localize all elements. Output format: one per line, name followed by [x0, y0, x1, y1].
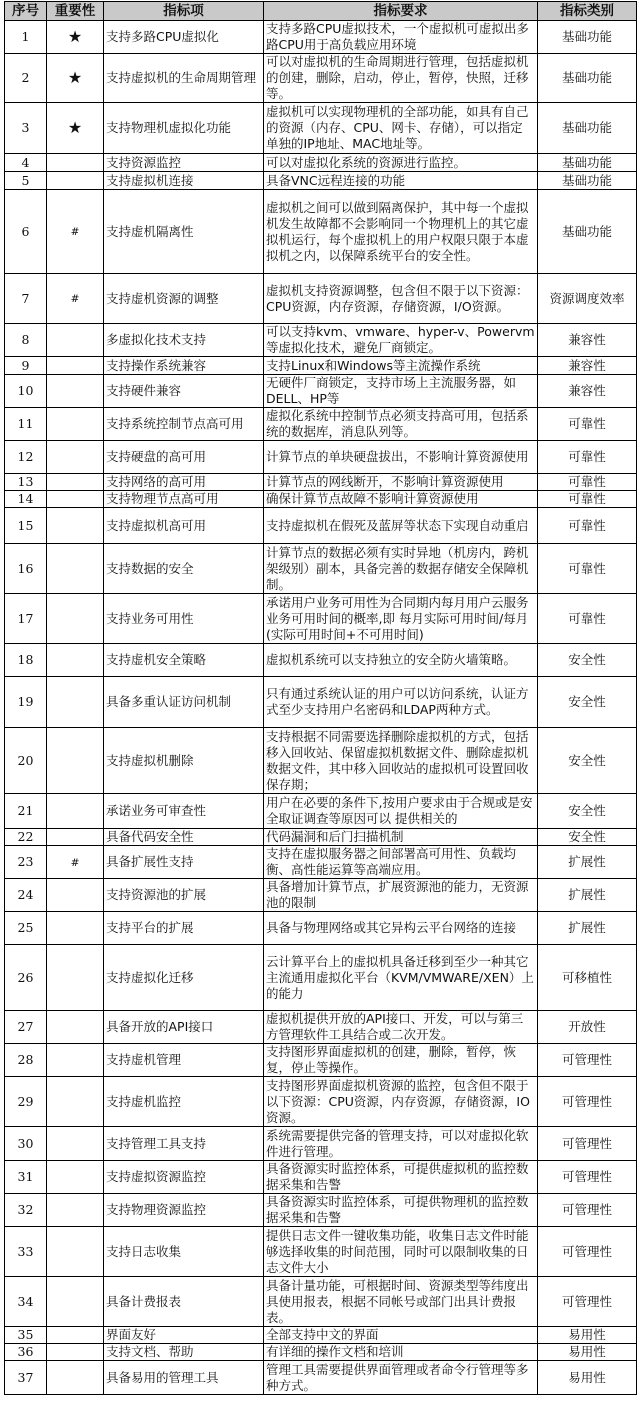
- indicator-item: 支持物理机虚拟化功能: [104, 103, 264, 154]
- table-row: [5, 21, 637, 54]
- header-requirement: 指标要求: [264, 2, 538, 21]
- row-number: 34: [5, 1277, 47, 1327]
- indicator-item: 支持虚拟机删除: [104, 728, 264, 794]
- indicator-item: 具备多重认证访问机制: [104, 677, 264, 728]
- indicator-item: 支持平台的扩展: [104, 912, 264, 945]
- table-row: [5, 154, 637, 172]
- indicator-item: 支持虚机安全策略: [104, 644, 264, 677]
- table-row: [5, 190, 637, 274]
- importance-cell: [47, 1344, 104, 1361]
- indicator-item: 支持虚拟化迁移: [104, 945, 264, 1011]
- indicator-requirement: 支持在虚拟服务器之间部署高可用性、负载均衡、高性能运算等高端应用。: [264, 846, 538, 879]
- indicator-category: 扩展性: [538, 912, 637, 945]
- indicator-item: 支持虚拟机连接: [104, 172, 264, 190]
- requirements-table: [4, 1, 637, 1395]
- indicator-item: 支持虚机监控: [104, 1077, 264, 1127]
- table-row: [5, 829, 637, 846]
- header-item: 指标项: [104, 2, 264, 21]
- star-icon: ★: [67, 26, 83, 46]
- indicator-requirement: 虚拟机系统可以支持独立的安全防火墙策略。: [264, 644, 538, 677]
- indicator-item: 支持管理工具支持: [104, 1127, 264, 1161]
- table-row: [5, 1161, 637, 1194]
- table-row: [5, 1327, 637, 1344]
- indicator-item: 具备代码安全性: [104, 829, 264, 846]
- table-row: [5, 1344, 637, 1361]
- importance-cell: [47, 508, 104, 544]
- indicator-category: 兼容性: [538, 375, 637, 408]
- row-number: 16: [5, 544, 47, 594]
- table-row: [5, 1361, 637, 1395]
- indicator-requirement: 支持图形界面虚拟机资源的监控，包含但不限于以下资源：CPU资源，内存资源，存储资源，IO资源。: [264, 1077, 538, 1127]
- indicator-category: 可靠性: [538, 441, 637, 474]
- indicator-requirement: 具备增加计算节点，扩展资源池的能力，无资源池的限制: [264, 879, 538, 912]
- importance-cell: [47, 1077, 104, 1127]
- row-number: 37: [5, 1361, 47, 1395]
- row-number: 12: [5, 441, 47, 474]
- table-row: [5, 677, 637, 728]
- importance-cell: [47, 945, 104, 1011]
- indicator-requirement: 只有通过系统认证的用户可以访问系统，认证方式至少支持用户名密码和LDAP两种方式。: [264, 677, 538, 728]
- indicator-category: 可移植性: [538, 945, 637, 1011]
- indicator-category: 可管理性: [538, 1227, 637, 1277]
- indicator-item: 支持硬盘的高可用: [104, 441, 264, 474]
- indicator-item: 支持虚机资源的调整: [104, 274, 264, 324]
- row-number: 15: [5, 508, 47, 544]
- row-number: 17: [5, 594, 47, 644]
- star-icon: ★: [67, 117, 83, 137]
- indicator-item: 支持日志收集: [104, 1227, 264, 1277]
- importance-cell: [47, 491, 104, 508]
- indicator-requirement: 支持多路CPU虚拟技术，一个虚拟机可虚拟出多路CPU用于高负载应用环境: [264, 21, 538, 54]
- indicator-category: 可靠性: [538, 508, 637, 544]
- table-row: [5, 1227, 637, 1277]
- importance-cell: [47, 544, 104, 594]
- table-row: [5, 324, 637, 357]
- row-number: 18: [5, 644, 47, 677]
- hash-icon: #: [70, 293, 80, 305]
- table-row: [5, 644, 637, 677]
- table-row: [5, 508, 637, 544]
- indicator-category: 安全性: [538, 794, 637, 829]
- indicator-requirement: 无硬件厂商锁定，支持市场上主流服务器，如DELL、HP等: [264, 375, 538, 408]
- table-row: [5, 54, 637, 103]
- indicator-category: 可管理性: [538, 1194, 637, 1227]
- indicator-requirement: 管理工具需要提供界面管理或者命令行管理等多种方式。: [264, 1361, 538, 1395]
- indicator-item: 支持网络的高可用: [104, 474, 264, 491]
- importance-cell: [47, 1227, 104, 1277]
- indicator-requirement: 支持虚拟机在假死及蓝屏等状态下实现自动重启: [264, 508, 538, 544]
- table-row: [5, 1277, 637, 1327]
- importance-cell: [47, 274, 104, 324]
- indicator-item: 支持数据的安全: [104, 544, 264, 594]
- indicator-category: 可管理性: [538, 1044, 637, 1077]
- row-number: 22: [5, 829, 47, 846]
- indicator-category: 可管理性: [538, 1127, 637, 1161]
- row-number: 9: [5, 357, 47, 375]
- indicator-requirement: 虚拟机可以实现物理机的全部功能，如具有自己的资源（内存、CPU、网卡、存储），可以指定单独的IP地址、MAC地址等。: [264, 103, 538, 154]
- importance-cell: [47, 1327, 104, 1344]
- table-row: [5, 375, 637, 408]
- importance-cell: [47, 846, 104, 879]
- indicator-requirement: 支持Linux和Windows等主流操作系统: [264, 357, 538, 375]
- indicator-category: 基础功能: [538, 21, 637, 54]
- indicator-category: 兼容性: [538, 324, 637, 357]
- star-icon: ★: [67, 67, 83, 87]
- indicator-requirement: 具备资源实时监控体系，可提供虚拟机的监控数据采集和告警: [264, 1161, 538, 1194]
- importance-cell: [47, 644, 104, 677]
- indicator-item: 具备开放的API接口: [104, 1011, 264, 1044]
- indicator-item: 支持虚机隔离性: [104, 190, 264, 274]
- importance-cell: [47, 1161, 104, 1194]
- indicator-requirement: 具备VNC远程连接的功能: [264, 172, 538, 190]
- indicator-requirement: 承诺用户业务可用性为合同期内每月用户云服务业务可用时间的概率,即 每月实际可用时间/每月(实际可用时间+不可用时间): [264, 594, 538, 644]
- table-row: [5, 879, 637, 912]
- indicator-item: 具备扩展性支持: [104, 846, 264, 879]
- indicator-category: 开放性: [538, 1011, 637, 1044]
- row-number: 2: [5, 54, 47, 103]
- importance-cell: [47, 54, 104, 103]
- table-row: [5, 728, 637, 794]
- row-number: 31: [5, 1161, 47, 1194]
- row-number: 8: [5, 324, 47, 357]
- indicator-requirement: 用户在必要的条件下,按用户要求由于合规或是安全取证调查等原因可以 提供相关的: [264, 794, 538, 829]
- table-row: [5, 1194, 637, 1227]
- table-row: [5, 912, 637, 945]
- importance-cell: [47, 154, 104, 172]
- importance-cell: [47, 103, 104, 154]
- indicator-item: 支持资源监控: [104, 154, 264, 172]
- indicator-item: 支持资源池的扩展: [104, 879, 264, 912]
- indicator-category: 扩展性: [538, 846, 637, 879]
- importance-cell: [47, 594, 104, 644]
- indicator-requirement: 可以支持kvm、vmware、hyper-v、Powervm等虚拟化技术，避免厂商锁定。: [264, 324, 538, 357]
- importance-cell: [47, 1011, 104, 1044]
- indicator-category: 可靠性: [538, 408, 637, 441]
- indicator-category: 易用性: [538, 1344, 637, 1361]
- importance-cell: [47, 794, 104, 829]
- table-row: [5, 794, 637, 829]
- header-category: 指标类别: [538, 2, 637, 21]
- indicator-category: 易用性: [538, 1361, 637, 1395]
- indicator-requirement: 代码漏洞和后门扫描机制: [264, 829, 538, 846]
- indicator-requirement: 云计算平台上的虚拟机具备迁移到至少一种其它主流通用虚拟化平台（KVM/VMWARE/XEN）上的能力: [264, 945, 538, 1011]
- indicator-requirement: 系统需要提供完备的管理支持，可以对虚拟化软件进行管理。: [264, 1127, 538, 1161]
- indicator-category: 易用性: [538, 1327, 637, 1344]
- table-row: [5, 474, 637, 491]
- indicator-requirement: 计算节点的单块硬盘拔出，不影响计算资源使用: [264, 441, 538, 474]
- indicator-requirement: 虚拟机支持资源调整，包含但不限于以下资源：CPU资源，内存资源，存储资源，I/O资源。: [264, 274, 538, 324]
- row-number: 3: [5, 103, 47, 154]
- indicator-item: 支持虚机管理: [104, 1044, 264, 1077]
- importance-cell: [47, 408, 104, 441]
- table-row: [5, 1044, 637, 1077]
- indicator-category: 资源调度效率: [538, 274, 637, 324]
- row-number: 24: [5, 879, 47, 912]
- indicator-item: 具备计费报表: [104, 1277, 264, 1327]
- row-number: 6: [5, 190, 47, 274]
- indicator-item: 支持系统控制节点高可用: [104, 408, 264, 441]
- indicator-category: 安全性: [538, 644, 637, 677]
- hash-icon: #: [70, 856, 80, 869]
- row-number: 27: [5, 1011, 47, 1044]
- indicator-category: 兼容性: [538, 357, 637, 375]
- table-row: [5, 544, 637, 594]
- indicator-item: 支持操作系统兼容: [104, 357, 264, 375]
- table-row: [5, 441, 637, 474]
- row-number: 4: [5, 154, 47, 172]
- indicator-requirement: 支持根据不同需要选择删除虚拟机的方式，包括移入回收站、保留虚拟机数据文件、删除虚拟机数据文件，其中移入回收站的虚拟机可设置回收保存期；: [264, 728, 538, 794]
- indicator-category: 可靠性: [538, 544, 637, 594]
- indicator-requirement: 可以对虚拟机的生命周期进行管理，包括虚拟机的创建，删除，启动，停止，暂停，快照，迁移等。: [264, 54, 538, 103]
- indicator-category: 基础功能: [538, 190, 637, 274]
- hash-icon: #: [70, 226, 80, 238]
- indicator-item: 支持虚拟机的生命周期管理: [104, 54, 264, 103]
- indicator-category: 安全性: [538, 829, 637, 846]
- table-row: [5, 1011, 637, 1044]
- table-row: [5, 1077, 637, 1127]
- importance-cell: [47, 728, 104, 794]
- importance-cell: [47, 1127, 104, 1161]
- importance-cell: [47, 172, 104, 190]
- indicator-requirement: 虚拟机提供开放的API接口、开发，可以与第三方管理软件工具结合或二次开发。: [264, 1011, 538, 1044]
- row-number: 5: [5, 172, 47, 190]
- importance-cell: [47, 1194, 104, 1227]
- row-number: 28: [5, 1044, 47, 1077]
- indicator-category: 基础功能: [538, 154, 637, 172]
- table-row: [5, 594, 637, 644]
- importance-cell: [47, 829, 104, 846]
- row-number: 29: [5, 1077, 47, 1127]
- indicator-requirement: 提供日志文件一键收集功能，收集日志文件时能够选择收集的时间范围，同时可以限制收集的日志文件大小: [264, 1227, 538, 1277]
- row-number: 14: [5, 491, 47, 508]
- indicator-category: 基础功能: [538, 172, 637, 190]
- table-row: [5, 408, 637, 441]
- importance-cell: [47, 375, 104, 408]
- importance-cell: [47, 1277, 104, 1327]
- row-number: 10: [5, 375, 47, 408]
- indicator-category: 基础功能: [538, 54, 637, 103]
- indicator-category: 可管理性: [538, 1077, 637, 1127]
- indicator-requirement: 全部支持中文的界面: [264, 1327, 538, 1344]
- indicator-category: 可靠性: [538, 491, 637, 508]
- indicator-item: 支持多路CPU虚拟化: [104, 21, 264, 54]
- indicator-category: 可管理性: [538, 1161, 637, 1194]
- table-row: [5, 945, 637, 1011]
- indicator-requirement: 虚拟机之间可以做到隔离保护，其中每一个虚拟机发生故障都不会影响同一个物理机上的其它虚拟机运行，每个虚拟机上的用户权限只限于本虚拟机之内，以保障系统平台的安全性。: [264, 190, 538, 274]
- row-number: 35: [5, 1327, 47, 1344]
- row-number: 36: [5, 1344, 47, 1361]
- row-number: 1: [5, 21, 47, 54]
- table-row: [5, 103, 637, 154]
- importance-cell: [47, 912, 104, 945]
- table-row: [5, 274, 637, 324]
- table-row: [5, 172, 637, 190]
- importance-cell: [47, 474, 104, 491]
- header-importance: 重要性: [47, 2, 104, 21]
- indicator-category: 可靠性: [538, 474, 637, 491]
- indicator-requirement: 具备资源实时监控体系，可提供物理机的监控数据采集和告警: [264, 1194, 538, 1227]
- indicator-requirement: 可以对虚拟化系统的资源进行监控。: [264, 154, 538, 172]
- importance-cell: [47, 441, 104, 474]
- importance-cell: [47, 357, 104, 375]
- row-number: 33: [5, 1227, 47, 1277]
- importance-cell: [47, 1044, 104, 1077]
- row-number: 7: [5, 274, 47, 324]
- indicator-requirement: 有详细的操作文档和培训: [264, 1344, 538, 1361]
- indicator-item: 支持虚拟机高可用: [104, 508, 264, 544]
- table-row: [5, 491, 637, 508]
- importance-cell: [47, 1361, 104, 1395]
- indicator-requirement: 具备与物理网络或其它异构云平台网络的连接: [264, 912, 538, 945]
- row-number: 32: [5, 1194, 47, 1227]
- row-number: 26: [5, 945, 47, 1011]
- indicator-category: 可靠性: [538, 594, 637, 644]
- row-number: 20: [5, 728, 47, 794]
- header-no: 序号: [5, 2, 47, 21]
- table-row: [5, 1127, 637, 1161]
- indicator-requirement: 支持图形界面虚拟机的创建，删除，暂停，恢复，停止等操作。: [264, 1044, 538, 1077]
- row-number: 30: [5, 1127, 47, 1161]
- table-row: [5, 846, 637, 879]
- indicator-requirement: 确保计算节点故障不影响计算资源使用: [264, 491, 538, 508]
- indicator-item: 支持物理资源监控: [104, 1194, 264, 1227]
- indicator-item: 支持硬件兼容: [104, 375, 264, 408]
- importance-cell: [47, 21, 104, 54]
- indicator-item: 支持业务可用性: [104, 594, 264, 644]
- indicator-category: 扩展性: [538, 879, 637, 912]
- indicator-requirement: 计算节点的网线断开，不影响计算资源使用: [264, 474, 538, 491]
- table-header: [5, 2, 637, 21]
- indicator-item: 承诺业务可审查性: [104, 794, 264, 829]
- row-number: 21: [5, 794, 47, 829]
- row-number: 19: [5, 677, 47, 728]
- importance-cell: [47, 677, 104, 728]
- indicator-requirement: 计算节点的数据必须有实时异地（机房内，跨机架级别）副本，具备完善的数据存储安全保障机制。: [264, 544, 538, 594]
- indicator-category: 安全性: [538, 728, 637, 794]
- row-number: 13: [5, 474, 47, 491]
- indicator-item: 多虚拟化技术支持: [104, 324, 264, 357]
- indicator-item: 具备易用的管理工具: [104, 1361, 264, 1395]
- row-number: 25: [5, 912, 47, 945]
- row-number: 11: [5, 408, 47, 441]
- indicator-item: 支持文档、帮助: [104, 1344, 264, 1361]
- indicator-category: 可管理性: [538, 1277, 637, 1327]
- row-number: 23: [5, 846, 47, 879]
- importance-cell: [47, 190, 104, 274]
- indicator-requirement: 具备计量功能，可根据时间、资源类型等纬度出具使用报表，根据不同帐号或部门出具计费报表。: [264, 1277, 538, 1327]
- indicator-item: 支持虚拟资源监控: [104, 1161, 264, 1194]
- table-row: [5, 357, 637, 375]
- indicator-requirement: 虚拟化系统中控制节点必须支持高可用，包括系统的数据库，消息队列等。: [264, 408, 538, 441]
- table-body: [5, 21, 637, 1395]
- importance-cell: [47, 324, 104, 357]
- indicator-category: 安全性: [538, 677, 637, 728]
- indicator-item: 界面友好: [104, 1327, 264, 1344]
- indicator-category: 基础功能: [538, 103, 637, 154]
- importance-cell: [47, 879, 104, 912]
- indicator-item: 支持物理节点高可用: [104, 491, 264, 508]
